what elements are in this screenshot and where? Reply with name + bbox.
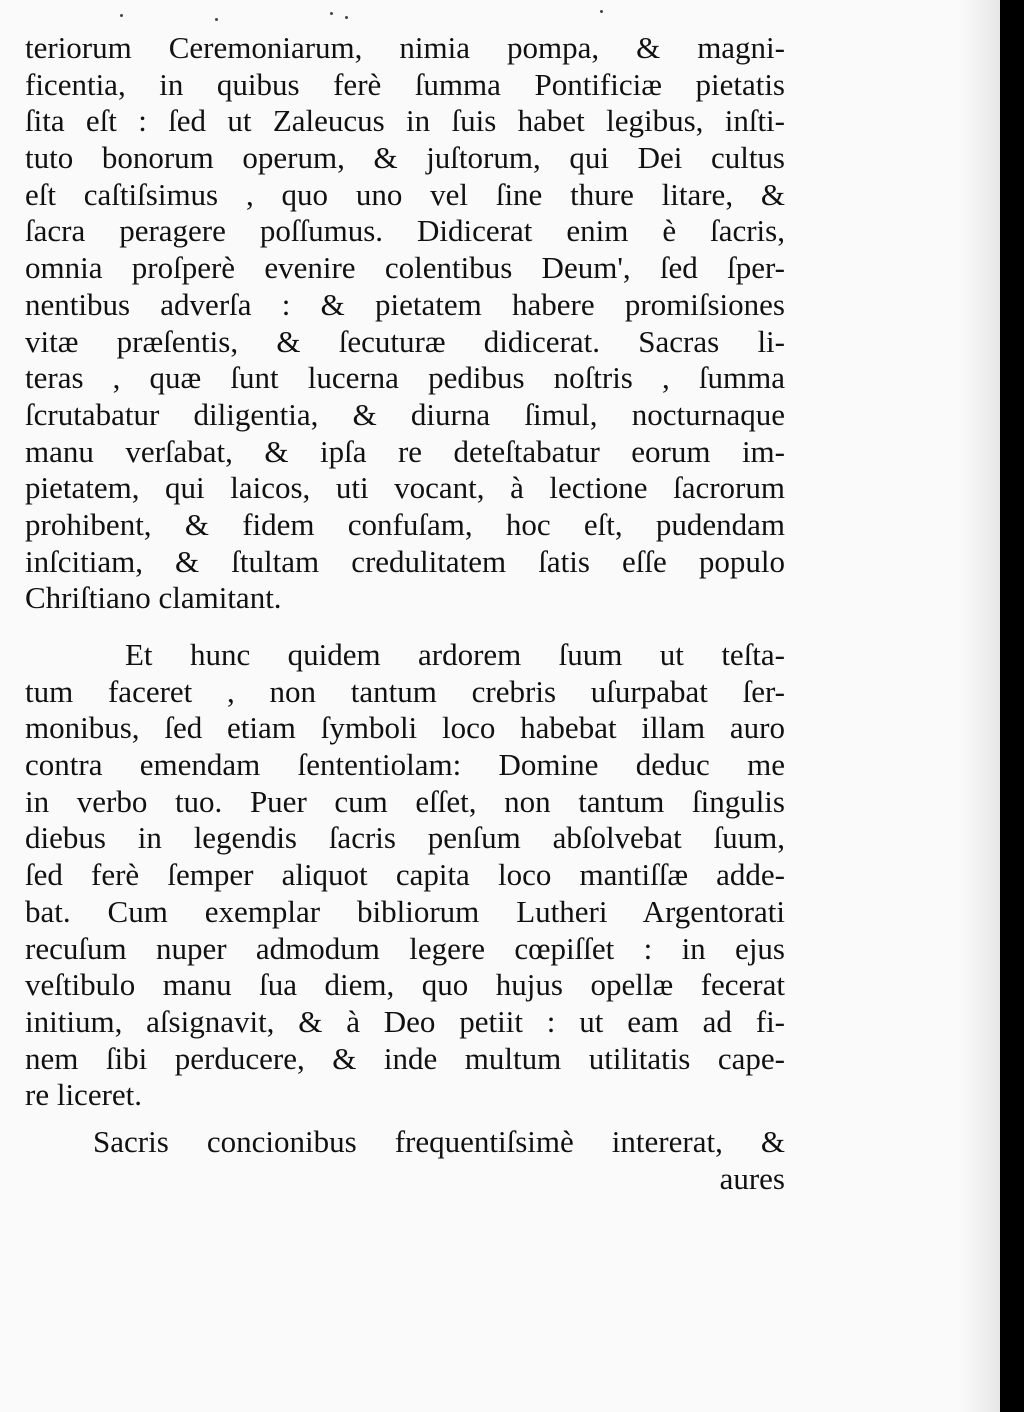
text-line: diebus in legendis ſacris penſum abſolvebat ſuum, [25, 820, 785, 856]
print-speck [600, 10, 603, 13]
paragraph-gap [25, 617, 785, 637]
text-line: prohibent, & fidem confuſam, hoc eſt, pudendam [25, 506, 785, 542]
text-line: ſed ferè ſemper aliquot capita loco mantiſſæ adde- [25, 857, 785, 893]
paragraph-2 [25, 637, 785, 1114]
text-line: tum faceret , non tantum crebris uſurpabat ſer- [25, 673, 785, 709]
text-line: eſt caſtiſsimus , quo uno vel ſine thure litare, & [25, 176, 785, 212]
paragraph-1 [25, 30, 785, 617]
text-line: pietatem, qui laicos, uti vocant, à lectione ſacrorum [25, 470, 785, 506]
text-line: recuſum nuper admodum legere cœpiſſet : in ejus [25, 930, 785, 966]
print-speck [330, 12, 333, 15]
page-edge-shadow [960, 0, 1000, 1412]
text-line: veſtibulo manu ſua diem, quo hujus opellæ fecerat [25, 967, 785, 1003]
text-line: Et hunc quidem ardorem ſuum ut teſta- [125, 637, 785, 672]
text-line: inſcitiam, & ſtultam credulitatem ſatis eſſe populo [25, 543, 785, 579]
paragraph-3 [25, 1124, 785, 1161]
print-speck [345, 16, 348, 19]
text-line: contra emendam ſententiolam: Domine deduc me [25, 747, 785, 783]
print-speck [120, 14, 123, 17]
text-line: Chriſtiano clamitant. [25, 580, 282, 616]
text-line: ſita eſt : ſed ut Zaleucus in ſuis habet legibus, inſti- [25, 103, 785, 139]
text-line: manu verſabat, & ipſa re deteſtabatur eorum im- [25, 433, 785, 469]
paragraph-gap [25, 1114, 785, 1124]
text-line: ſcrutabatur diligentia, & diurna ſimul, nocturnaque [25, 396, 785, 432]
text-line: monibus, ſed etiam ſymboli loco habebat illam auro [25, 710, 785, 746]
print-speck [215, 18, 218, 21]
text-line: teriorum Ceremoniarum, nimia pompa, & magni- [25, 30, 785, 65]
text-line: teras , quæ ſunt lucerna pedibus noſtris , ſumma [25, 360, 785, 396]
text-line: tuto bonorum operum, & juſtorum, qui Dei cultus [25, 140, 785, 176]
text-line: ficentia, in quibus ferè ſumma Pontificiæ pietatis [25, 66, 785, 102]
text-line: bat. Cum exemplar bibliorum Lutheri Argentorati [25, 893, 785, 929]
text-line: re liceret. [25, 1077, 143, 1113]
body-text [25, 30, 785, 1197]
catchword: aures [719, 1160, 785, 1196]
text-line: ſacra peragere poſſumus. Didicerat enim è ſacris, [25, 213, 785, 249]
text-line: initium, aſsignavit, & à Deo petiit : ut eam ad fi- [25, 1003, 785, 1039]
text-line: omnia proſperè evenire colentibus Deum', ſed ſper- [25, 250, 785, 286]
text-line: Sacris concionibus frequentiſsimè intererat, & [93, 1123, 785, 1159]
text-line: nem ſibi perducere, & inde multum utilitatis cape- [25, 1040, 785, 1076]
text-line: vitæ præſentis, & ſecuturæ didicerat. Sacras li- [25, 323, 785, 359]
text-line: in verbo tuo. Puer cum eſſet, non tantum ſingulis [25, 783, 785, 819]
text-line: nentibus adverſa : & pietatem habere promiſsiones [25, 286, 785, 322]
